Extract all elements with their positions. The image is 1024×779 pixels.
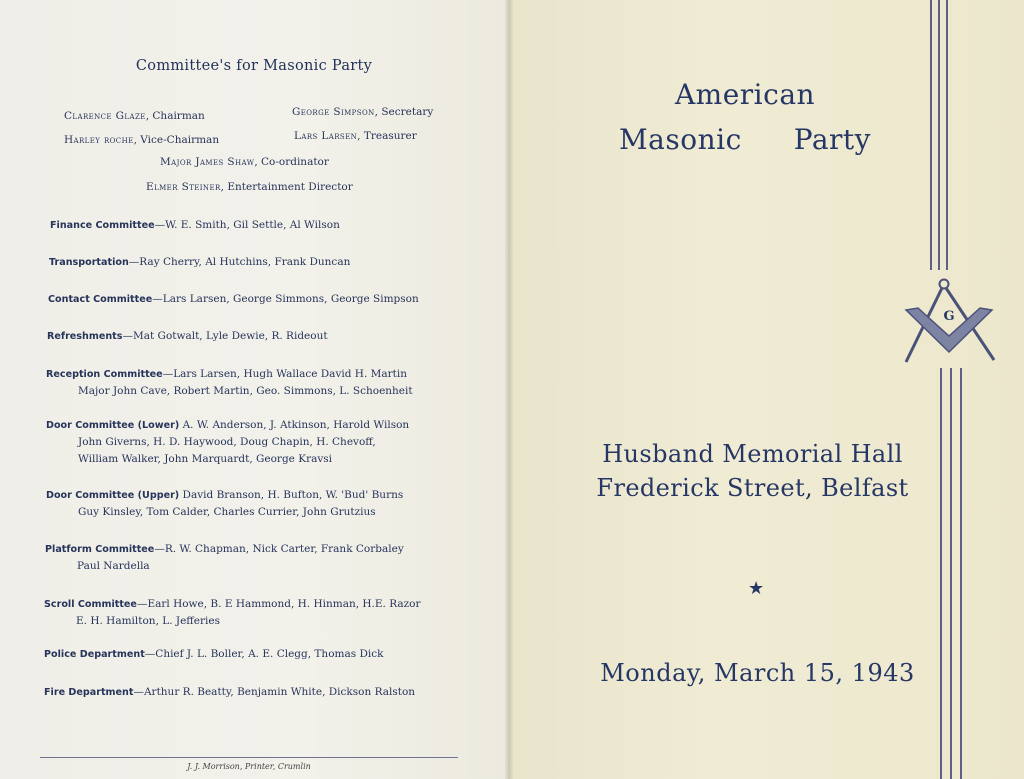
officer-vice-chairman: Harley roche, Vice-Chairman	[64, 134, 220, 146]
officer-chairman: Clarence Glaze, Chairman	[64, 110, 205, 122]
reception-committee: Reception Committee—Lars Larsen, Hugh Wallace David H. Martin Major John Cave, Robert Martin, Geo. Simmons, L. Schoenheit	[46, 368, 413, 397]
star-icon: ★	[748, 578, 765, 599]
square-and-compasses-icon	[900, 274, 998, 366]
border-line-lower-3	[960, 368, 962, 779]
fire-department: Fire Department—Arthur R. Beatty, Benjamin White, Dickson Ralston	[44, 686, 416, 698]
border-line-lower-2	[950, 368, 952, 779]
title-word-masonic: Masonic	[619, 123, 742, 156]
printer-rule	[40, 757, 458, 758]
police-department: Police Department—Chief J. L. Boller, A. E. Clegg, Thomas Dick	[44, 648, 384, 660]
finance-committee: Finance Committee—W. E. Smith, Gil Settle, Al Wilson	[50, 219, 340, 231]
transportation-committee: Transportation—Ray Cherry, Al Hutchins, Frank Duncan	[49, 256, 351, 268]
door-committee-upper: Door Committee (Upper) David Branson, H. Bufton, W. 'Bud' Burns Guy Kinsley, Tom Calder, Charles Currier, John Grutzius	[46, 489, 404, 518]
officer-treasurer: Lars Larsen, Treasurer	[294, 130, 417, 142]
border-line-upper-2	[938, 0, 940, 270]
scroll-committee: Scroll Committee—Earl Howe, B. E Hammond, H. Hinman, H.E. Razor E. H. Hamilton, L. Jefferies	[44, 598, 421, 627]
door-committee-lower: Door Committee (Lower) A. W. Anderson, J. Atkinson, Harold Wilson John Giverns, H. D. Haywood, Doug Chapin, H. Chevoff, William Walker, John Marquardt, George Kravsi	[46, 419, 410, 465]
title-line-1: American	[674, 78, 816, 111]
contact-committee: Contact Committee—Lars Larsen, George Simmons, George Simpson	[48, 293, 419, 305]
platform-committee: Platform Committee—R. W. Chapman, Nick Carter, Frank Corbaley Paul Nardella	[45, 543, 404, 572]
border-line-upper-1	[930, 0, 932, 270]
title-line-2	[540, 123, 950, 156]
emblem-letter-g: G	[943, 309, 955, 324]
printer-credit: J. J. Morrison, Printer, Crumlin	[187, 762, 311, 771]
officer-secretary: George Simpson, Secretary	[292, 106, 434, 118]
officer-coordinator: Major James Shaw, Co-ordinator	[160, 156, 329, 168]
page-fold	[505, 0, 513, 779]
venue-line-1: Husband Memorial Hall	[602, 440, 903, 468]
event-date: Monday, March 15, 1943	[600, 659, 915, 687]
left-page	[0, 0, 508, 779]
border-line-lower-1	[940, 368, 942, 779]
border-line-upper-3	[946, 0, 948, 270]
officer-entertainment-director: Elmer Steiner, Entertainment Director	[146, 181, 353, 193]
committees-heading: Committee's for Masonic Party	[135, 58, 373, 74]
venue-line-2: Frederick Street, Belfast	[596, 474, 909, 502]
title-word-party: Party	[793, 123, 871, 156]
refreshments-committee: Refreshments—Mat Gotwalt, Lyle Dewie, R. Rideout	[47, 330, 328, 342]
